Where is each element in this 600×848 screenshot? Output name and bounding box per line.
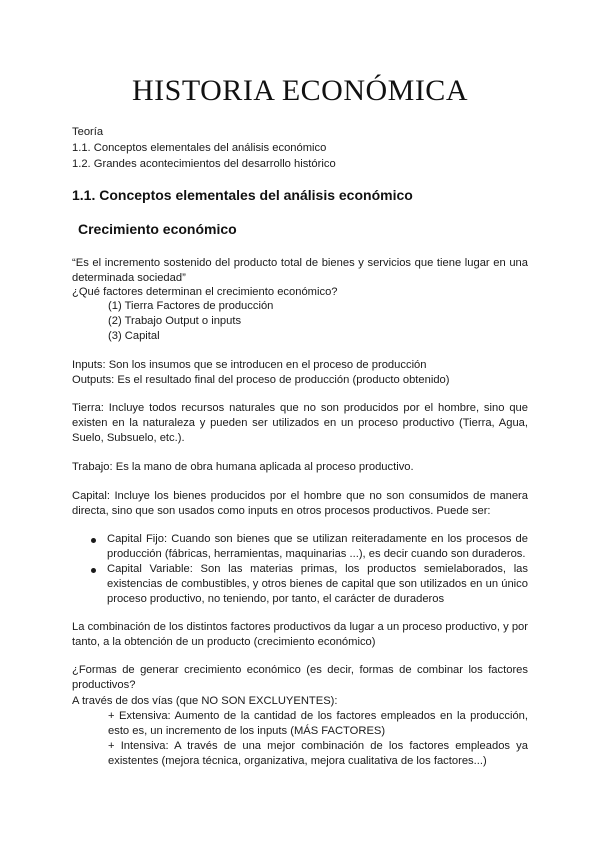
factor-item: (2) Trabajo Output o inputs <box>108 315 242 327</box>
toc-item: 1.1. Conceptos elementales del análisis económico <box>72 142 327 154</box>
capital-paragraph: Capital: Incluye los bienes producidos por el hombre que no son consumidos de manera directa, sino que son usados como inputs en otros procesos productivos. Puede ser: <box>72 490 528 517</box>
factors-question: ¿Qué factores determinan el crecimiento económico? <box>72 286 338 298</box>
tierra-paragraph: Tierra: Incluye todos recursos naturales que no son producidos por el hombre, sino que existen en la naturaleza y pueden ser utilizados en un proceso productivo (Tierra, Agua, Suelo, Subsuelo, etc.). <box>72 402 528 444</box>
inputs-definition: Inputs: Son los insumos que se introducen en el proceso de producción <box>72 359 427 371</box>
capital-type-item: Capital Variable: Son las materias primas, los productos semielaborados, las existencias de combustibles, y otros bienes de capital que son utilizados en un único proceso productivo, no teniendo, por tanto, el carácter de duraderos <box>107 563 528 605</box>
capital-type-item: Capital Fijo: Cuando son bienes que se utilizan reiteradamente en los procesos de producción (fábricas, herramientas, maquinarias ...), es decir cuando son duraderos. <box>107 533 528 560</box>
trabajo-paragraph: Trabajo: Es la mano de obra humana aplicada al proceso productivo. <box>72 461 414 473</box>
subsection-heading: Crecimiento económico <box>78 221 237 237</box>
factor-item: (1) Tierra Factores de producción <box>108 300 274 312</box>
toc-label: Teoría <box>72 126 104 138</box>
factor-item: (3) Capital <box>108 330 160 342</box>
document-title: HISTORIA ECONÓMICA <box>132 74 468 107</box>
section-heading: 1.1. Conceptos elementales del análisis económico <box>72 187 413 203</box>
two-ways-line: A través de dos vías (que NO SON EXCLUYENTES): <box>72 695 338 707</box>
combination-paragraph: La combinación de los distintos factores productivos da lugar a un proceso productivo, y por tanto, a la obtención de un producto (crecimiento económico) <box>72 621 528 648</box>
outputs-definition: Outputs: Es el resultado final del proceso de producción (producto obtenido) <box>72 374 450 386</box>
way-item: + Extensiva: Aumento de la cantidad de los factores empleados en la producción, esto es, un incremento de los inputs (MÁS FACTORES) <box>108 710 528 737</box>
definition-quote: “Es el incremento sostenido del producto total de bienes y servicios que tiene lugar en una determinada sociedad” <box>72 257 528 284</box>
bullet-dot <box>91 568 96 573</box>
forms-question: ¿Formas de generar crecimiento económico (es decir, formas de combinar los factores productivos? <box>72 664 528 691</box>
bullet-dot <box>91 538 96 543</box>
way-item: + Intensiva: A través de una mejor combinación de los factores empleados ya existentes (mejora técnica, organizativa, mejora cualitativa de los factores...) <box>108 740 528 767</box>
toc-item: 1.2. Grandes acontecimientos del desarrollo histórico <box>72 158 336 170</box>
